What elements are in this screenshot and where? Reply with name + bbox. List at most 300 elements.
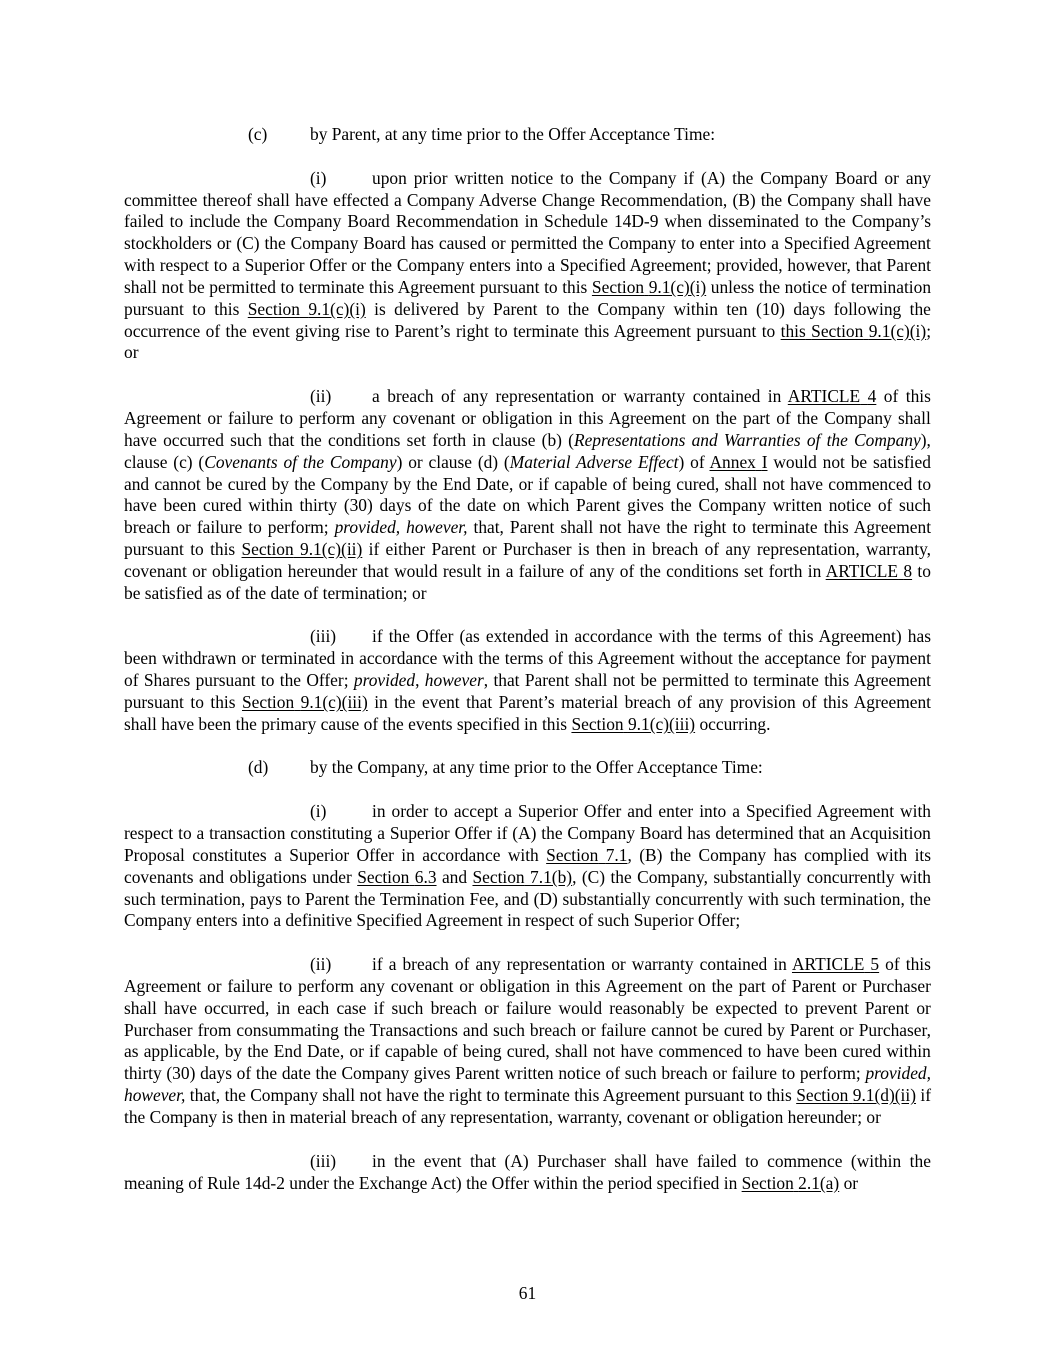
- word: on: [692, 407, 710, 428]
- clause-label: (i): [310, 801, 327, 822]
- word: and: [691, 429, 718, 450]
- word: (A): [504, 1150, 529, 1171]
- word: occurred: [163, 429, 224, 450]
- word: Company: [698, 495, 767, 516]
- word: this: [578, 407, 604, 428]
- word[interactable]: 6.3: [414, 866, 437, 887]
- word: Date,: [306, 1041, 345, 1062]
- paragraph-text: [372, 386, 788, 406]
- word: not: [599, 517, 622, 538]
- word[interactable]: Section: [472, 866, 525, 887]
- word: or: [518, 473, 534, 494]
- word: Parent: [509, 517, 555, 538]
- word: to: [192, 298, 206, 319]
- word: obligation: [482, 407, 553, 428]
- word: of: [831, 276, 847, 297]
- word: has: [687, 823, 711, 843]
- word: of: [440, 386, 456, 407]
- cross-reference-link[interactable]: [781, 321, 927, 341]
- document-body: [124, 124, 931, 1216]
- clause-label: (ii): [310, 386, 332, 407]
- word[interactable]: Section: [357, 866, 410, 887]
- word: Specified: [783, 233, 850, 254]
- word: any: [589, 560, 615, 581]
- word: pursuant: [696, 320, 757, 341]
- word: Agreement: [597, 648, 675, 669]
- word: Agreement: [124, 407, 202, 428]
- word: determined: [715, 823, 794, 843]
- word: covenant: [392, 407, 456, 428]
- word: the: [824, 211, 846, 232]
- word: warranty: [631, 954, 694, 975]
- word: material: [561, 691, 619, 712]
- word: the: [343, 1019, 365, 1040]
- word: to: [190, 691, 204, 712]
- word: clause: [492, 429, 536, 450]
- word: covenant: [390, 975, 454, 996]
- word: Rule: [207, 1172, 240, 1193]
- word: to: [681, 233, 695, 254]
- word: (D): [533, 888, 558, 909]
- word[interactable]: Section: [591, 276, 645, 297]
- word: effected: [333, 189, 389, 210]
- word: or: [241, 648, 256, 669]
- cross-reference-link[interactable]: [242, 539, 363, 559]
- word: the: [796, 407, 819, 428]
- word: a: [505, 560, 514, 581]
- word: shall: [124, 276, 157, 297]
- cross-reference-link[interactable]: [826, 561, 912, 581]
- word: within: [248, 495, 293, 516]
- word: of: [418, 495, 433, 516]
- word: respect: [525, 910, 575, 931]
- word: Recommendation: [395, 211, 519, 232]
- word: has: [773, 844, 797, 865]
- word: if: [372, 626, 383, 647]
- word: that,: [473, 517, 504, 538]
- word: set: [406, 429, 426, 450]
- word: (A): [512, 823, 537, 843]
- word: is: [374, 298, 386, 319]
- word[interactable]: 8: [903, 560, 913, 581]
- word: with: [747, 888, 779, 909]
- word: or: [408, 451, 423, 472]
- word: pursuant: [124, 539, 184, 560]
- word: ,: [483, 670, 489, 691]
- word: this: [368, 276, 395, 297]
- word: part: [738, 975, 766, 996]
- word: cured: [227, 473, 267, 494]
- word: the: [541, 823, 563, 843]
- word: of: [806, 429, 821, 450]
- word: Schedule: [544, 211, 608, 232]
- word: the: [394, 1150, 416, 1171]
- word: Effect: [637, 451, 679, 472]
- word: or: [581, 1019, 596, 1040]
- word: notice: [828, 495, 872, 516]
- word: the: [711, 975, 733, 996]
- word: the: [758, 276, 781, 297]
- word: have: [898, 189, 931, 210]
- word: as: [124, 1041, 139, 1062]
- cross-reference-link[interactable]: [242, 692, 368, 712]
- word: either: [385, 539, 426, 560]
- word[interactable]: Annex: [709, 451, 756, 472]
- word: of: [569, 560, 584, 581]
- word: any: [361, 407, 387, 428]
- word: or: [124, 342, 139, 363]
- clause-label: (iii): [310, 1150, 337, 1171]
- word: Company: [273, 211, 342, 232]
- word: Agreement: [816, 801, 895, 822]
- word: Exchange: [358, 1172, 428, 1193]
- word: Specified: [559, 255, 626, 276]
- word: Board: [639, 823, 683, 843]
- word: by: [393, 473, 412, 494]
- word: Representations: [573, 429, 686, 450]
- word: 14d-2: [244, 1172, 285, 1193]
- word: a: [232, 255, 240, 276]
- word: be: [206, 473, 223, 494]
- word: (B): [732, 189, 756, 210]
- word[interactable]: 4: [867, 386, 877, 407]
- word: Agreement: [853, 517, 932, 538]
- word: of: [443, 1041, 458, 1062]
- italic-text: [335, 517, 468, 537]
- word: pays: [249, 888, 282, 909]
- word: events: [408, 713, 453, 734]
- word: or: [176, 517, 191, 538]
- word: (: [568, 429, 574, 450]
- word: cured: [842, 1041, 882, 1062]
- word: Material: [509, 451, 571, 472]
- word[interactable]: 7.1: [605, 844, 628, 865]
- word: is: [577, 539, 590, 560]
- word: this: [568, 648, 594, 669]
- word: perform;: [267, 517, 329, 538]
- word: breach: [624, 691, 671, 712]
- word: however,: [406, 517, 468, 538]
- word: hereunder;: [787, 1106, 863, 1127]
- word: Agreement: [853, 233, 931, 254]
- word: Company,: [637, 866, 708, 887]
- word: termination: [850, 276, 932, 297]
- word: and: [462, 1019, 489, 1040]
- word: the: [247, 1041, 269, 1062]
- word: to: [544, 276, 558, 297]
- word: on: [688, 975, 706, 996]
- word: Company: [608, 233, 677, 254]
- word: part: [743, 407, 771, 428]
- word: Company: [597, 298, 666, 319]
- word: in: [372, 1150, 386, 1171]
- word: terminate: [513, 320, 579, 341]
- word: Company: [760, 167, 828, 188]
- word: Acquisition: [849, 823, 931, 843]
- word: ,: [415, 670, 420, 691]
- cross-reference-link[interactable]: [357, 867, 436, 887]
- word[interactable]: Section: [741, 1172, 794, 1193]
- word: this: [824, 670, 850, 691]
- word: the: [300, 429, 322, 450]
- word: Parent: [576, 495, 621, 516]
- word: to: [917, 560, 931, 581]
- word: cured: [203, 495, 242, 516]
- word: Company: [329, 451, 397, 472]
- word: of: [401, 1106, 417, 1127]
- word: failure: [518, 560, 565, 581]
- paragraph-text: [679, 452, 710, 472]
- cross-reference-link[interactable]: [571, 714, 695, 734]
- cross-reference-link[interactable]: [796, 1085, 916, 1105]
- word: of: [690, 451, 705, 472]
- word: of: [802, 691, 817, 712]
- word: that: [268, 429, 295, 450]
- word: accordance: [422, 844, 501, 865]
- word: Superior: [633, 910, 694, 931]
- word: Company: [250, 1085, 318, 1106]
- word: (c): [173, 451, 193, 472]
- word: a: [377, 823, 385, 843]
- word: Company: [341, 1063, 410, 1084]
- word: Parent: [431, 539, 476, 560]
- word: (b): [541, 429, 562, 450]
- word: have: [124, 429, 157, 450]
- word: to: [804, 211, 819, 232]
- word: (: [503, 451, 510, 472]
- word: (d): [477, 451, 499, 472]
- word: Offer: [595, 757, 634, 778]
- word: with: [658, 626, 690, 647]
- word: Covenants: [204, 451, 278, 472]
- word: Parent: [789, 1019, 835, 1040]
- word: Agreement: [613, 320, 692, 341]
- cross-reference-link[interactable]: [710, 452, 768, 472]
- word: perform: [299, 407, 356, 428]
- word: payment: [871, 648, 931, 669]
- word: case: [336, 997, 367, 1018]
- word: Superior: [244, 255, 305, 276]
- word: or: [207, 975, 222, 996]
- word[interactable]: 9.1(c)(i): [868, 320, 927, 341]
- word: covenants: [124, 866, 194, 887]
- word: Board: [363, 233, 406, 254]
- word: in: [372, 801, 386, 822]
- word: have: [386, 1085, 419, 1106]
- word: Board: [347, 211, 390, 232]
- word: with: [899, 866, 931, 887]
- word: capable: [554, 473, 608, 494]
- word: ),: [920, 429, 931, 450]
- word: perform;: [799, 1063, 861, 1084]
- word: to: [486, 1085, 500, 1106]
- word[interactable]: Section: [811, 320, 864, 341]
- word: giving: [295, 320, 340, 341]
- word: or: [843, 1172, 859, 1193]
- word: have: [164, 997, 197, 1018]
- word: Company,: [357, 757, 429, 778]
- word: at: [432, 757, 446, 778]
- word: is: [221, 1106, 234, 1127]
- word: as: [207, 582, 222, 603]
- word: of: [677, 691, 692, 712]
- cross-reference-link[interactable]: [792, 954, 879, 974]
- word: contained: [699, 954, 768, 975]
- word: such: [783, 888, 816, 909]
- word: clause: [124, 451, 168, 472]
- word[interactable]: this: [780, 320, 806, 341]
- word[interactable]: 7.1(b): [530, 866, 573, 887]
- word[interactable]: I: [761, 451, 768, 472]
- word: and: [441, 866, 468, 887]
- word: to: [286, 888, 301, 909]
- word: to: [732, 517, 746, 538]
- word: (within: [850, 1150, 902, 1171]
- word[interactable]: Section: [241, 539, 294, 560]
- word: shall: [124, 997, 157, 1018]
- word: terminate: [298, 276, 365, 297]
- word: breach: [661, 1063, 708, 1084]
- word: Acceptance: [636, 757, 718, 778]
- word: thirty: [299, 495, 338, 516]
- word: or: [207, 407, 222, 428]
- word[interactable]: 2.1(a): [798, 1172, 840, 1193]
- word: in: [723, 1172, 738, 1193]
- word: any: [725, 539, 751, 560]
- word: or: [216, 233, 232, 254]
- word: a: [273, 910, 282, 931]
- word: enters: [469, 255, 511, 276]
- word: to: [781, 1063, 796, 1084]
- paragraph-text: [185, 1085, 796, 1105]
- cross-reference-link[interactable]: [592, 277, 706, 297]
- word: or: [842, 975, 857, 996]
- cross-reference-link[interactable]: [472, 867, 572, 887]
- word: breach: [402, 954, 449, 975]
- word[interactable]: 9.1(d)(ii): [852, 1085, 917, 1106]
- word: ): [678, 451, 685, 472]
- word: that: [493, 670, 520, 691]
- word[interactable]: 5: [870, 954, 880, 975]
- paragraph-iii: [124, 626, 931, 735]
- word: Adverse: [478, 189, 537, 210]
- word: forth: [432, 429, 467, 450]
- word: constituting: [290, 823, 373, 843]
- word: that: [466, 691, 493, 712]
- word[interactable]: ARTICLE: [791, 954, 865, 975]
- word: breach: [124, 517, 171, 538]
- word: (B): [639, 844, 663, 865]
- word: the: [255, 1063, 278, 1084]
- word: in: [340, 648, 355, 669]
- word: Adverse: [576, 451, 633, 472]
- word: Change: [541, 189, 596, 210]
- word: of: [619, 560, 635, 581]
- word[interactable]: 9.1(c)(iii): [627, 713, 696, 734]
- word: commenced: [828, 473, 913, 494]
- word[interactable]: 9.1(c)(iii): [300, 691, 368, 712]
- word: Board: [834, 167, 878, 188]
- word[interactable]: Section: [241, 691, 295, 712]
- word: with: [442, 648, 474, 669]
- word: pursuant: [195, 670, 256, 691]
- word: the: [279, 670, 301, 691]
- word: pursuant: [684, 1085, 745, 1106]
- word: Company: [698, 844, 767, 865]
- word: Offer;: [698, 910, 741, 931]
- cross-reference-link[interactable]: [742, 1173, 840, 1193]
- cross-reference-link[interactable]: [546, 845, 627, 865]
- word: such: [624, 1063, 657, 1084]
- word: permitted: [510, 233, 578, 254]
- word: termination,: [820, 888, 905, 909]
- word[interactable]: Section: [247, 298, 300, 319]
- word: any: [359, 975, 385, 996]
- word: Time:: [721, 757, 763, 778]
- word: of: [612, 473, 628, 494]
- word: commence: [767, 1150, 843, 1171]
- word: without: [679, 648, 733, 669]
- word: be: [640, 670, 657, 691]
- word: terms: [723, 626, 762, 647]
- word[interactable]: ARTICLE: [825, 560, 899, 581]
- word: any: [475, 954, 501, 975]
- word: Offer;: [306, 670, 349, 691]
- word: stockholders: [124, 233, 212, 254]
- word: hereunder: [287, 560, 358, 581]
- word: Agreement: [602, 1085, 681, 1106]
- word: or: [192, 560, 207, 581]
- word: Specified: [746, 801, 812, 822]
- word: with: [124, 255, 155, 276]
- word: the: [466, 1172, 488, 1193]
- word: Company: [787, 189, 855, 210]
- word: date: [270, 582, 300, 603]
- word: prior: [466, 124, 501, 144]
- cross-reference-link[interactable]: [248, 299, 366, 319]
- word: warranty,: [557, 1106, 623, 1127]
- word: for: [845, 648, 866, 669]
- word[interactable]: Section: [546, 844, 599, 865]
- word: satisfied: [872, 451, 931, 472]
- word[interactable]: 9.1(c)(ii): [300, 539, 363, 560]
- word[interactable]: ARTICLE: [787, 386, 861, 407]
- word: would: [394, 560, 438, 581]
- cross-reference-link[interactable]: [788, 386, 877, 406]
- word: in: [632, 539, 646, 560]
- word: upon: [372, 167, 407, 188]
- word: in: [807, 560, 822, 581]
- word: in: [472, 429, 486, 450]
- word: however,: [124, 1085, 186, 1106]
- word: occurring.: [699, 713, 771, 734]
- word: Company: [149, 1106, 218, 1127]
- word[interactable]: Section: [796, 1085, 849, 1106]
- word: Agreement: [853, 670, 931, 691]
- word[interactable]: Section: [571, 713, 624, 734]
- word: this: [823, 691, 849, 712]
- word: in: [524, 713, 538, 734]
- word[interactable]: 9.1(c)(i): [648, 276, 707, 297]
- word: such: [597, 910, 630, 931]
- word: of: [124, 670, 139, 691]
- word: Agreement: [124, 975, 202, 996]
- page-number: 61: [518, 1283, 537, 1303]
- word: or: [693, 1106, 709, 1127]
- paragraph-i: [124, 168, 931, 365]
- word[interactable]: 9.1(c)(i): [308, 298, 366, 319]
- word: if: [368, 539, 380, 560]
